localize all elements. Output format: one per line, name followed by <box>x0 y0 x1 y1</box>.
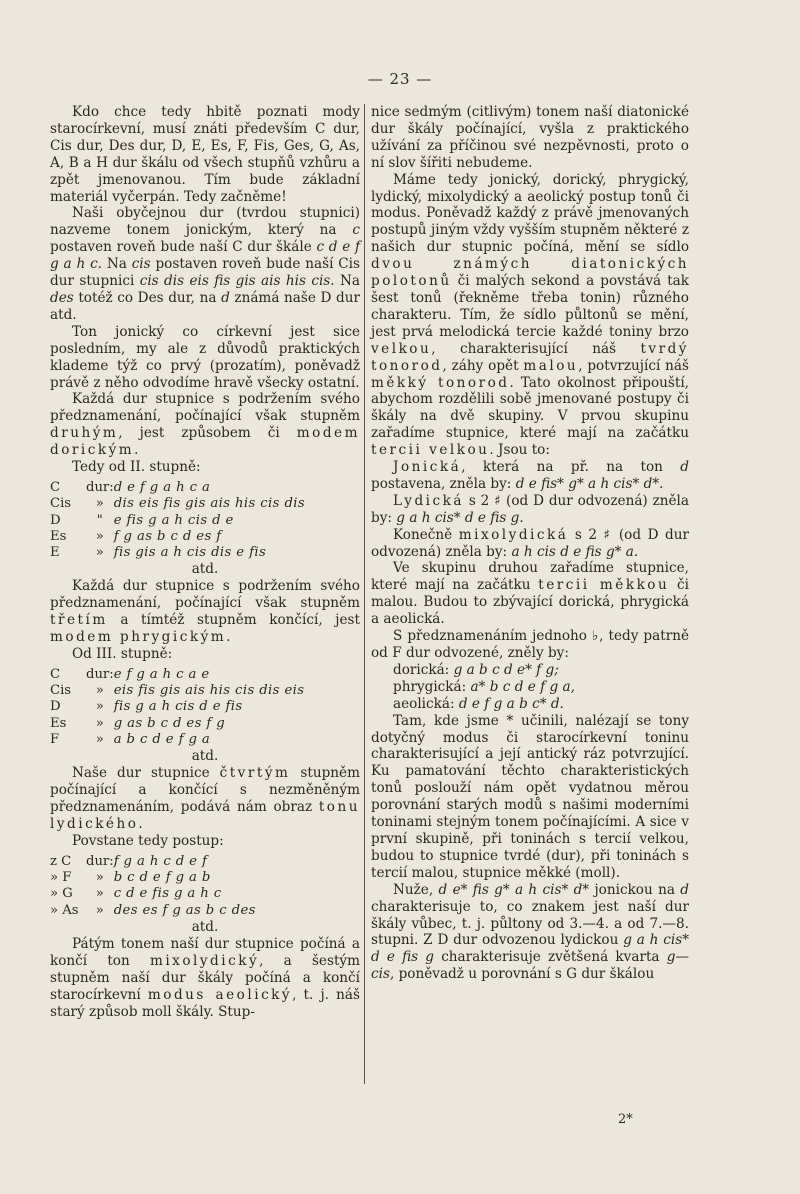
page-number: — 23 — <box>367 70 433 88</box>
table-row: D » fis g a h cis d e fis <box>50 699 243 715</box>
paragraph: Naši obyčejnou dur (tvrdou stupnici) nazveme tonem jonickým, který na c postaven roveň bude naší C dur škále c d e f g a h c. Na cis postaven roveň bude naší Cis dur stupnici cis dis eis fis gis ais his cis. Na des totéž co Des dur, na d známá naše D dur atd. <box>50 205 360 323</box>
scale-table-phrygian <box>50 667 304 748</box>
table-row: » As » des es f g as b c des <box>50 902 256 918</box>
paragraph: nice sedmým (citlivým) tonem naší diatonické dur škály počínající, vyšla z praktického užívání za příčinou své nezpěvnosti, proto o ní slov šířiti nebudeme. <box>371 104 689 171</box>
signature-mark: 2* <box>618 1112 633 1127</box>
table-row: D " e fis g a h cis d e <box>50 512 234 528</box>
etc-label: atd. <box>191 918 219 935</box>
paragraph: Naše dur stupnice čtvrtým stupněm počínající a končící s nezměněným předznamenáním, podává nám obraz tonu lydického. <box>50 765 360 832</box>
paragraph: Máme tedy jonický, dorický, phrygický, lydický, mixolydický a aeolický postup tonů či modus. Poněvadž každý z právě jmenovaných postupů jiným vždy vyšším stupněm některé z našich dur stupnic počíná, mění se sídlo dvou známých diatonických polotonů či malých sekond a povstává tak šest tonů (řekněme třeba tonin) různého charakteru. Tím, že sídlo půltonů se mění, jest prvá melodická tercie každé toniny brzo velkou, charakterisující náš tvrdý tonorod, záhy opět malou, potvrzující náš měkký tonorod. Tato okolnost připouští, abychom rozdělili sobě jmenované postupy či škály na dvě skupiny. V prvou skupinu zařadíme stupnice, které mají na začátku tercii velkou. Jsou to: <box>371 171 689 459</box>
table-row: Cis » dis eis fis gis ais his cis dis <box>50 496 306 512</box>
paragraph: Jonická, která na př. na ton d postavena, zněla by: d e fis* g* a h cis* d*. <box>371 459 689 492</box>
table-row: F » a b c d e f g a <box>50 732 211 748</box>
scale-table-dorian <box>50 480 305 561</box>
paragraph: Každá dur stupnice s podržením svého předznamenání, počínající však stupněm druhým, jest způsobem či modem dorickým. <box>50 391 360 459</box>
table-row: z C dur: f g a h c d e f <box>50 853 208 869</box>
table-row: C dur: e f g a h c a e <box>50 666 210 682</box>
section-heading: Tedy od II. stupně: <box>72 459 201 476</box>
paragraph: Kdo chce tedy hbitě poznati mody starocírkevní, musí znáti především C dur, Cis dur, Des dur, D, E, Es, F, Fis, Ges, G, As, A, B a H dur škálu od všech stupňů vzhůru a zpět jmenovanou. Tím bude základní materiál vyčerpán. Tedy začněme! <box>50 104 360 205</box>
table-row: » F » b c d e f g a b <box>50 870 211 886</box>
table-row: Es » f g as b c d es f <box>50 528 222 544</box>
scale-line: phrygická: a* b c d e f g a, <box>393 678 575 695</box>
left-column <box>50 104 360 1020</box>
table-row: E » fis gis a h cis dis e fis <box>50 545 267 561</box>
paragraph: S předznamenáním jednoho ♭, tedy patrně od F dur odvozené, zněly by: <box>371 628 689 661</box>
table-row: Cis » eis fis gis ais his cis dis eis <box>50 683 305 699</box>
section-heading: Od III. stupně: <box>72 645 173 662</box>
paragraph: Nuže, d e* fis g* a h cis* d* jonickou na d charakterisuje to, co znakem jest naší dur škály vůbec, t. j. půltony od 3.—4. a od 7.—8. stupni. Z D dur odvozenou lydickou g a h cis* d e fis g charakterisuje zvětšená kvarta g—cis, poněvadž u porovnání s G dur škálou <box>371 881 690 983</box>
paragraph: Ton jonický co církevní jest sice posledním, my ale z důvodů praktických klademe týž co prvý (prozatím), poněvadž právě z něho odvodíme hravě všecky ostatní. <box>50 323 360 391</box>
table-row: » G » c d e fis g a h c <box>50 886 222 902</box>
scale-line: aeolická: d e f g a b c* d. <box>393 695 564 712</box>
paragraph: Každá dur stupnice s podržením svého předznamenání, počínající však stupněm třetím a tímtéž stupněm končící, jest modem phrygickým. <box>50 578 360 646</box>
paragraph: Lydická s 2 ♯ (od D dur odvozená) zněla by: g a h cis* d e fis g. <box>371 492 689 526</box>
table-row: Es » g as b c d es f g <box>50 715 226 731</box>
scale-table-lydian <box>50 854 256 919</box>
section-heading: Povstane tedy postup: <box>72 832 224 849</box>
scale-line: dorická: g a b c d e* f g; <box>393 661 559 678</box>
paragraph: Ve skupinu druhou zařadíme stupnice, které mají na začátku tercii měkkou či malou. Budou to zbývající dorická, phrygická a aeolická. <box>371 560 689 628</box>
paragraph: Tam, kde jsme * učinili, nalézají se tony dotyčný modus či starocírkevní toninu charakterisující a její antický ráz potvrzující. Ku pamatování těchto charakteristických tonů poslouží nám opět vydatnou měrou porovnání starých modů s našimi moderními toninami stejným tonem počínajícími. A sice v první skupině, při toninách s tercií velkou, budou to stupnice tvrdé (dur), při toninách s tercií malou, stupnice měkké (moll). <box>371 712 689 881</box>
column-divider <box>364 104 365 1084</box>
paragraph: Konečně mixolydická s 2 ♯ (od D dur odvozená) zněla by: a h cis d e fis g* a. <box>371 526 689 560</box>
table-row: C dur: d e f g a h c a <box>50 479 211 495</box>
paragraph: Pátým tonem naší dur stupnice počíná a končí ton mixolydický, a šestým stupněm naší dur škály počíná a končí starocírkevní modus aeolický, t. j. náš starý způsob moll škály. Stup- <box>50 935 360 1020</box>
etc-label: atd. <box>191 561 219 578</box>
etc-label: atd. <box>191 748 219 765</box>
right-column <box>371 104 689 983</box>
